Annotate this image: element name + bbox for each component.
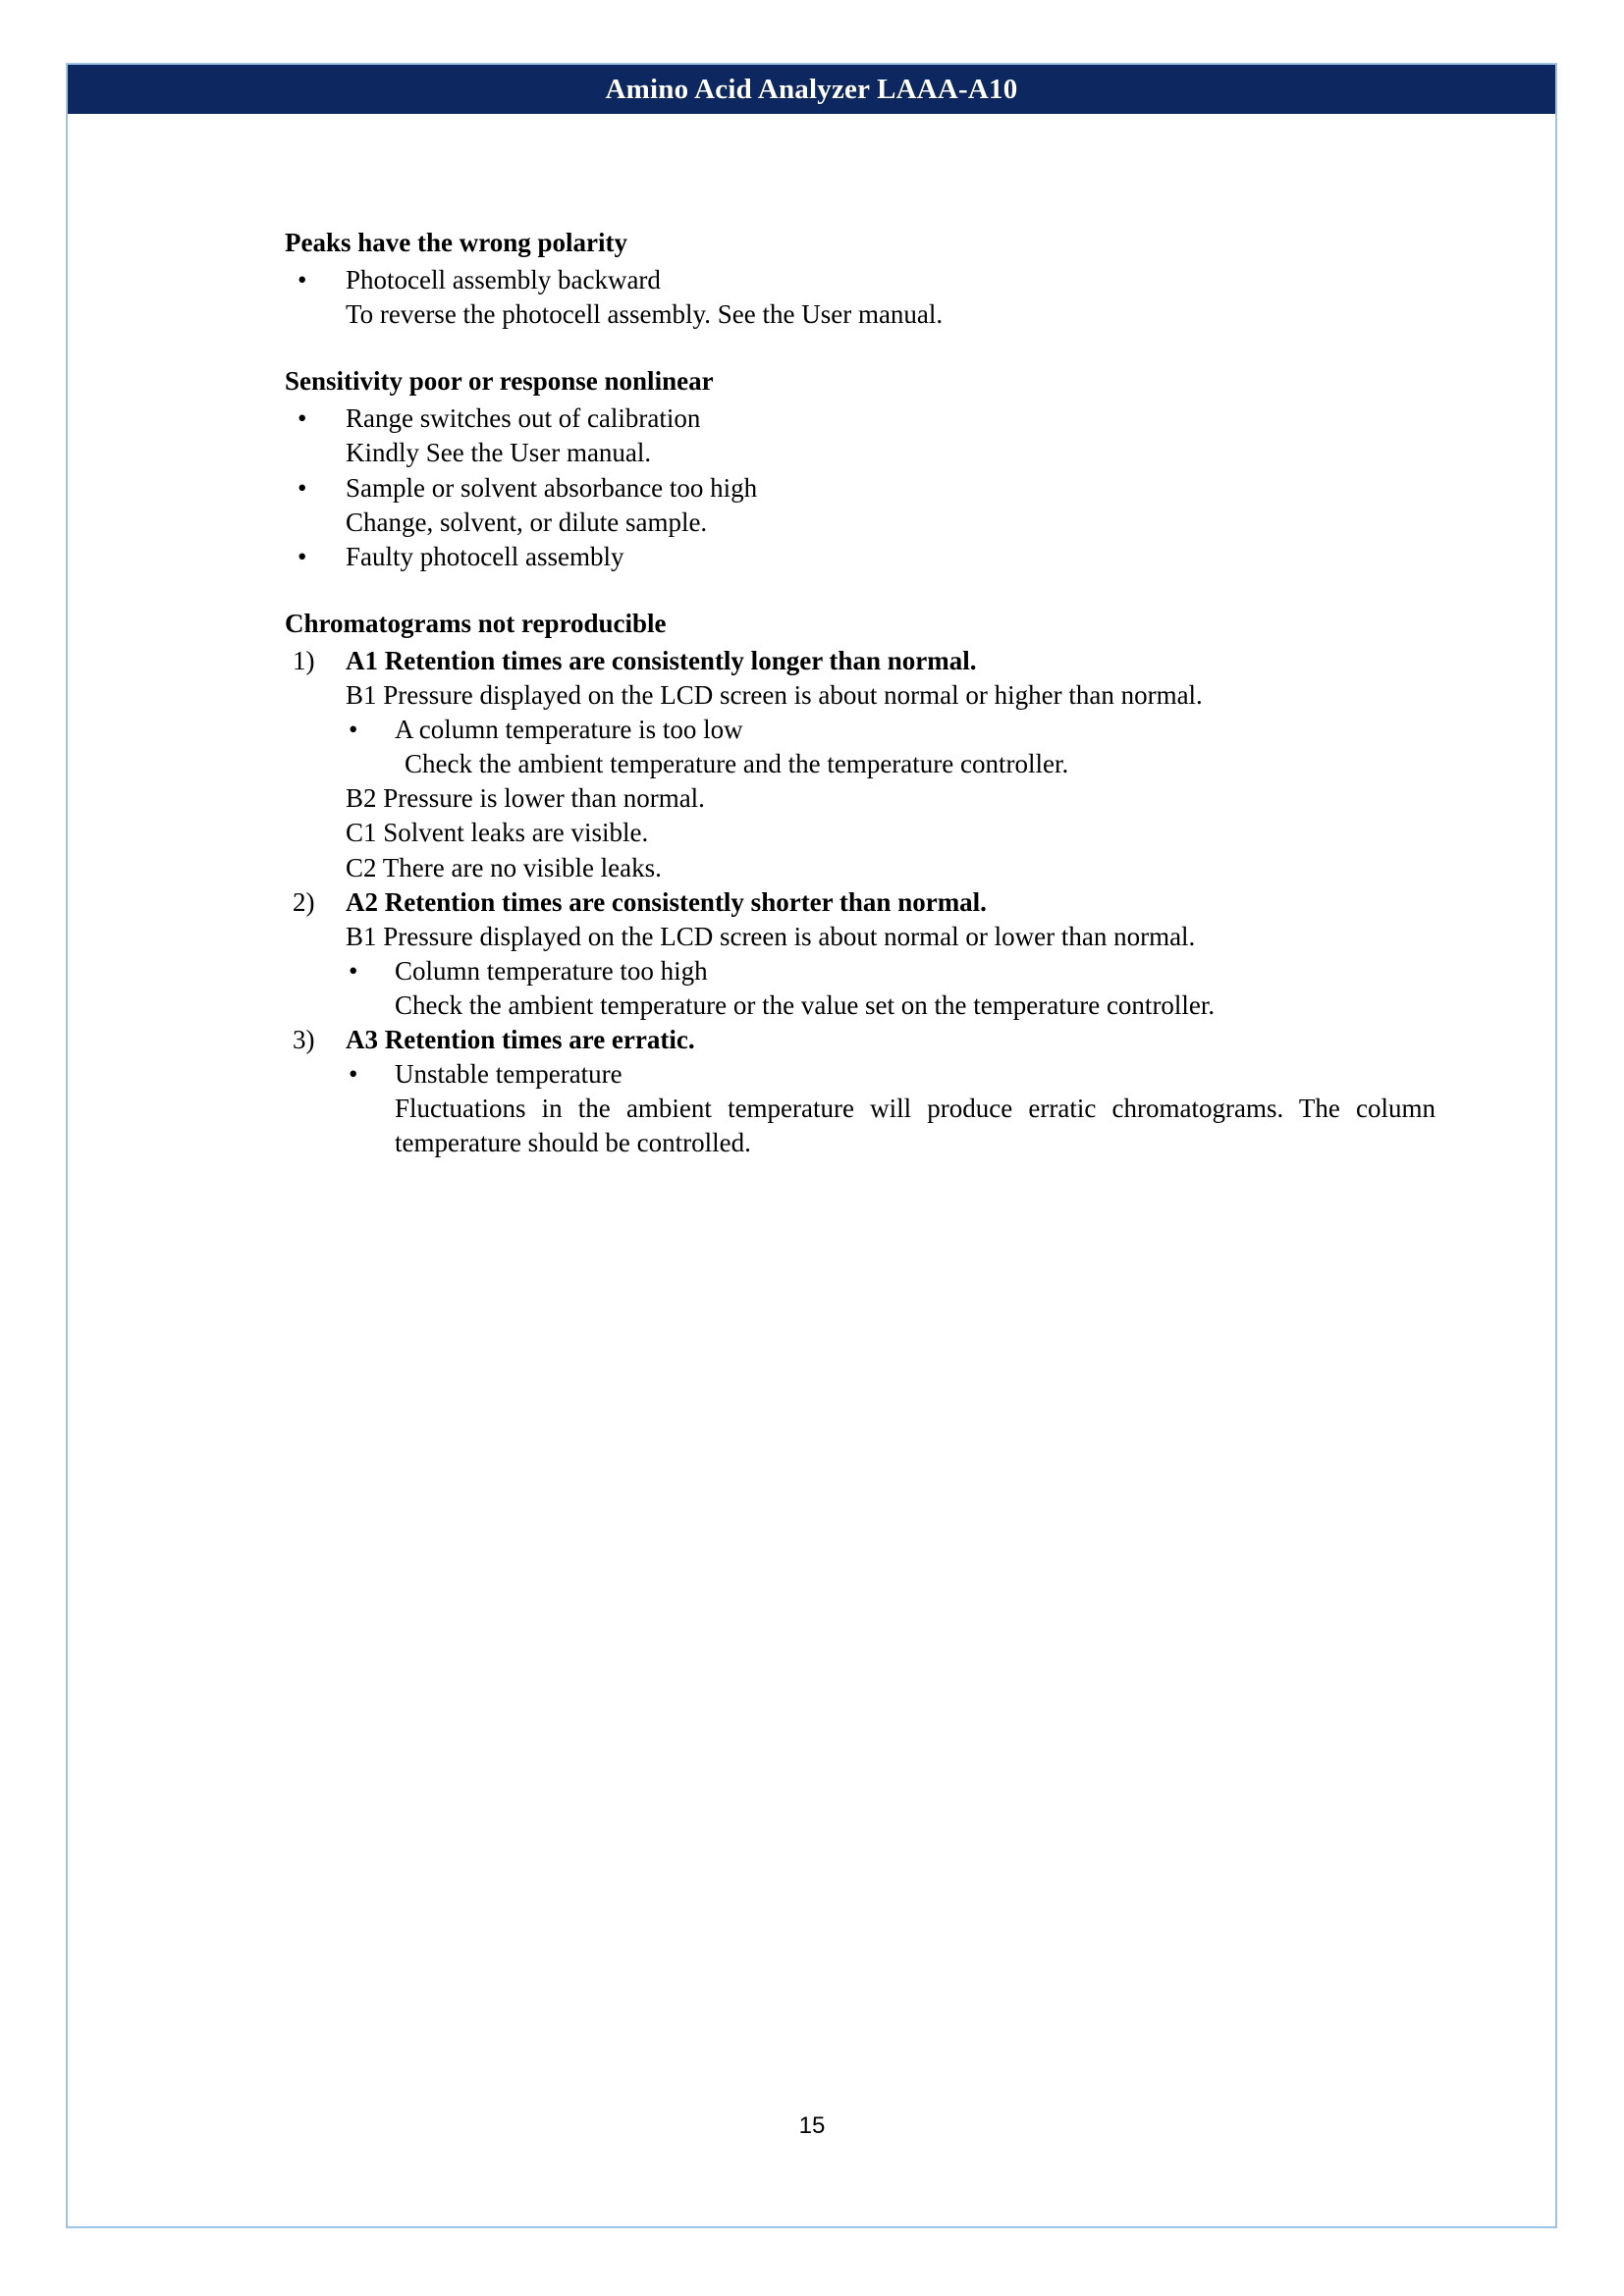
list-item	[346, 713, 1435, 781]
document-body	[285, 226, 1435, 1160]
list-marker: 1)	[293, 645, 315, 675]
bullet-detail-text: Check the ambient temperature and the temperature controller.	[405, 749, 1069, 779]
section-heading: Sensitivity poor or response nonlinear	[285, 366, 714, 397]
item-title: A2 Retention times are consistently shorter than normal.	[346, 886, 987, 917]
section-heading: Peaks have the wrong polarity	[285, 228, 627, 257]
list-item	[285, 540, 1435, 574]
page-header-bar	[68, 65, 1555, 114]
list-marker: 2)	[293, 886, 315, 917]
bullet-icon: •	[298, 541, 307, 571]
bullet-text: A column temperature is too low	[395, 715, 743, 745]
list-item	[285, 644, 1435, 885]
bullet-text: Column temperature too high	[395, 955, 708, 986]
sub-bullet-list	[346, 954, 1435, 1023]
bullet-text: Range switches out of calibration	[346, 403, 701, 434]
bullet-detail-text: Kindly See the User manual.	[346, 438, 652, 468]
bullet-icon: •	[298, 403, 307, 434]
section-spacer	[285, 574, 1435, 607]
numbered-list	[285, 644, 1435, 1160]
list-item	[285, 885, 1435, 1023]
list-item	[346, 954, 1435, 1023]
bullet-detail-text: Check the ambient temperature or the value set on the temperature controller.	[395, 989, 1216, 1020]
section-spacer	[285, 332, 1435, 364]
bullet-icon: •	[349, 955, 358, 986]
bullet-detail-text: To reverse the photocell assembly. See the User manual.	[346, 299, 944, 330]
item-line-c2: C2 There are no visible leaks.	[346, 852, 662, 882]
bullet-detail-text: Change, solvent, or dilute sample.	[346, 507, 708, 537]
section-heading: Chromatograms not reproducible	[285, 608, 667, 638]
bullet-text: Photocell assembly backward	[346, 265, 661, 295]
bullet-list	[285, 401, 1435, 573]
item-line-b2: B2 Pressure is lower than normal.	[346, 783, 705, 814]
bullet-icon: •	[349, 715, 358, 745]
item-line-c1: C1 Solvent leaks are visible.	[346, 818, 649, 848]
item-line-b1: B1 Pressure displayed on the LCD screen is about normal or lower than normal.	[346, 921, 1196, 951]
sub-bullet-list	[346, 713, 1435, 781]
bullet-text: Faulty photocell assembly	[346, 541, 624, 571]
sub-bullet-list	[346, 1057, 1435, 1160]
bullet-text: Sample or solvent absorbance too high	[346, 472, 758, 503]
page-number: 15	[798, 2112, 826, 2139]
item-line-b1: B1 Pressure displayed on the LCD screen is about normal or higher than normal.	[346, 680, 1203, 711]
item-title: A1 Retention times are consistently longer than normal.	[346, 645, 977, 675]
section-chromatograms-not-reproducible	[285, 607, 1435, 1161]
list-item	[285, 1023, 1435, 1160]
list-item	[285, 471, 1435, 540]
bullet-list	[285, 263, 1435, 332]
list-item	[285, 263, 1435, 332]
bullet-detail-text: Fluctuations in the ambient temperature will produce erratic chromatograms. The column temperature should be controlled.	[395, 1094, 1435, 1158]
bullet-icon: •	[349, 1059, 358, 1090]
list-item	[285, 401, 1435, 470]
list-item	[346, 1057, 1435, 1160]
list-marker: 3)	[293, 1024, 315, 1054]
section-sensitivity-poor	[285, 364, 1435, 574]
bullet-icon: •	[298, 472, 307, 503]
section-peaks-wrong-polarity	[285, 226, 1435, 332]
bullet-icon: •	[298, 265, 307, 295]
item-title: A3 Retention times are erratic.	[346, 1024, 695, 1054]
bullet-text: Unstable temperature	[395, 1059, 623, 1090]
page-header-title: Amino Acid Analyzer LAAA-A10	[605, 73, 1018, 105]
